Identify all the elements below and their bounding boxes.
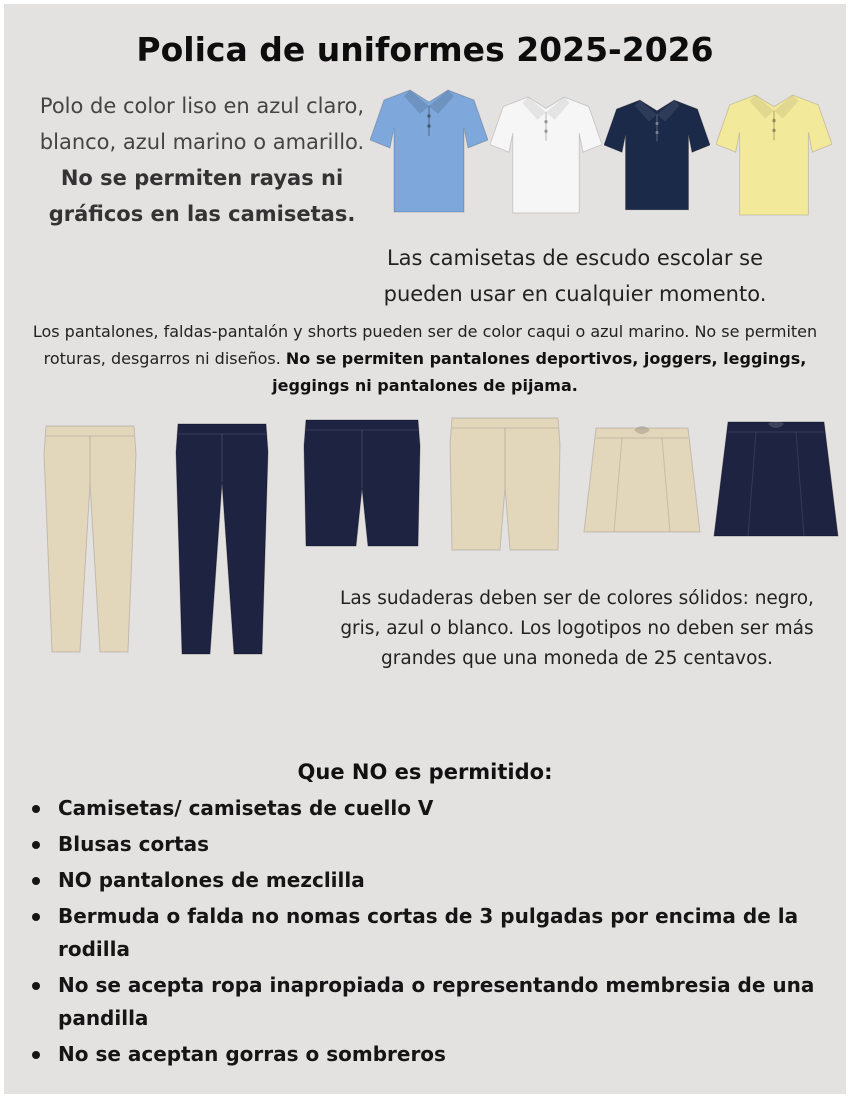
navy-pants-image — [172, 422, 272, 658]
crest-shirt-note: Las camisetas de escudo escolar se pueden usar en cualquier momento. — [383, 246, 767, 306]
navy-skort-image — [712, 418, 840, 540]
uniform-policy-flyer — [4, 4, 846, 1094]
bottoms-description-bold: No se permiten pantalones deportivos, joggers, leggings, jeggings ni pantalones de pijama. — [272, 349, 807, 395]
list-item: No se aceptan gorras o sombreros — [26, 1038, 826, 1071]
list-item: Bermuda o falda no nomas cortas de 3 pulgadas por encima de la rodilla — [26, 900, 826, 966]
khaki-shorts-image — [448, 416, 562, 554]
hoodie-rules: Las sudaderas deben ser de colores sólidos: negro, gris, azul o blanco. Los logotipos no deben ser más grandes que una moneda de 25 centavos. — [340, 588, 814, 669]
list-item: Blusas cortas — [26, 828, 826, 861]
list-item: Camisetas/ camisetas de cuello V — [26, 792, 826, 825]
polo-description — [34, 88, 370, 232]
polo-shirt-navy-image — [604, 88, 710, 220]
not-allowed-heading: Que NO es permitido: — [297, 760, 553, 784]
polo-shirt-yellow-image — [716, 88, 832, 220]
khaki-skort-image — [582, 424, 702, 536]
list-item: No se acepta ropa inapropiada o representando membresia de una pandilla — [26, 969, 826, 1035]
polo-shirt-light-blue-image — [370, 84, 488, 216]
not-allowed-list — [26, 792, 826, 1074]
list-item: NO pantalones de mezclilla — [26, 864, 826, 897]
polo-description-plain: Polo de color liso en azul claro, blanco, azul marino o amarillo. — [39, 94, 365, 154]
khaki-pants-image — [42, 424, 138, 656]
page-title: Polica de uniformes 2025-2026 — [136, 30, 714, 69]
polo-description-bold: No se permiten rayas ni gráficos en las camisetas. — [48, 166, 356, 226]
bottoms-description — [30, 318, 820, 399]
navy-shorts-image — [302, 418, 422, 550]
bottoms-description-plain: Los pantalones, faldas-pantalón y shorts pueden ser de color caqui o azul marino. No se permiten roturas, desgarros ni diseños. — [32, 322, 818, 368]
polo-shirt-white-image — [490, 88, 602, 220]
